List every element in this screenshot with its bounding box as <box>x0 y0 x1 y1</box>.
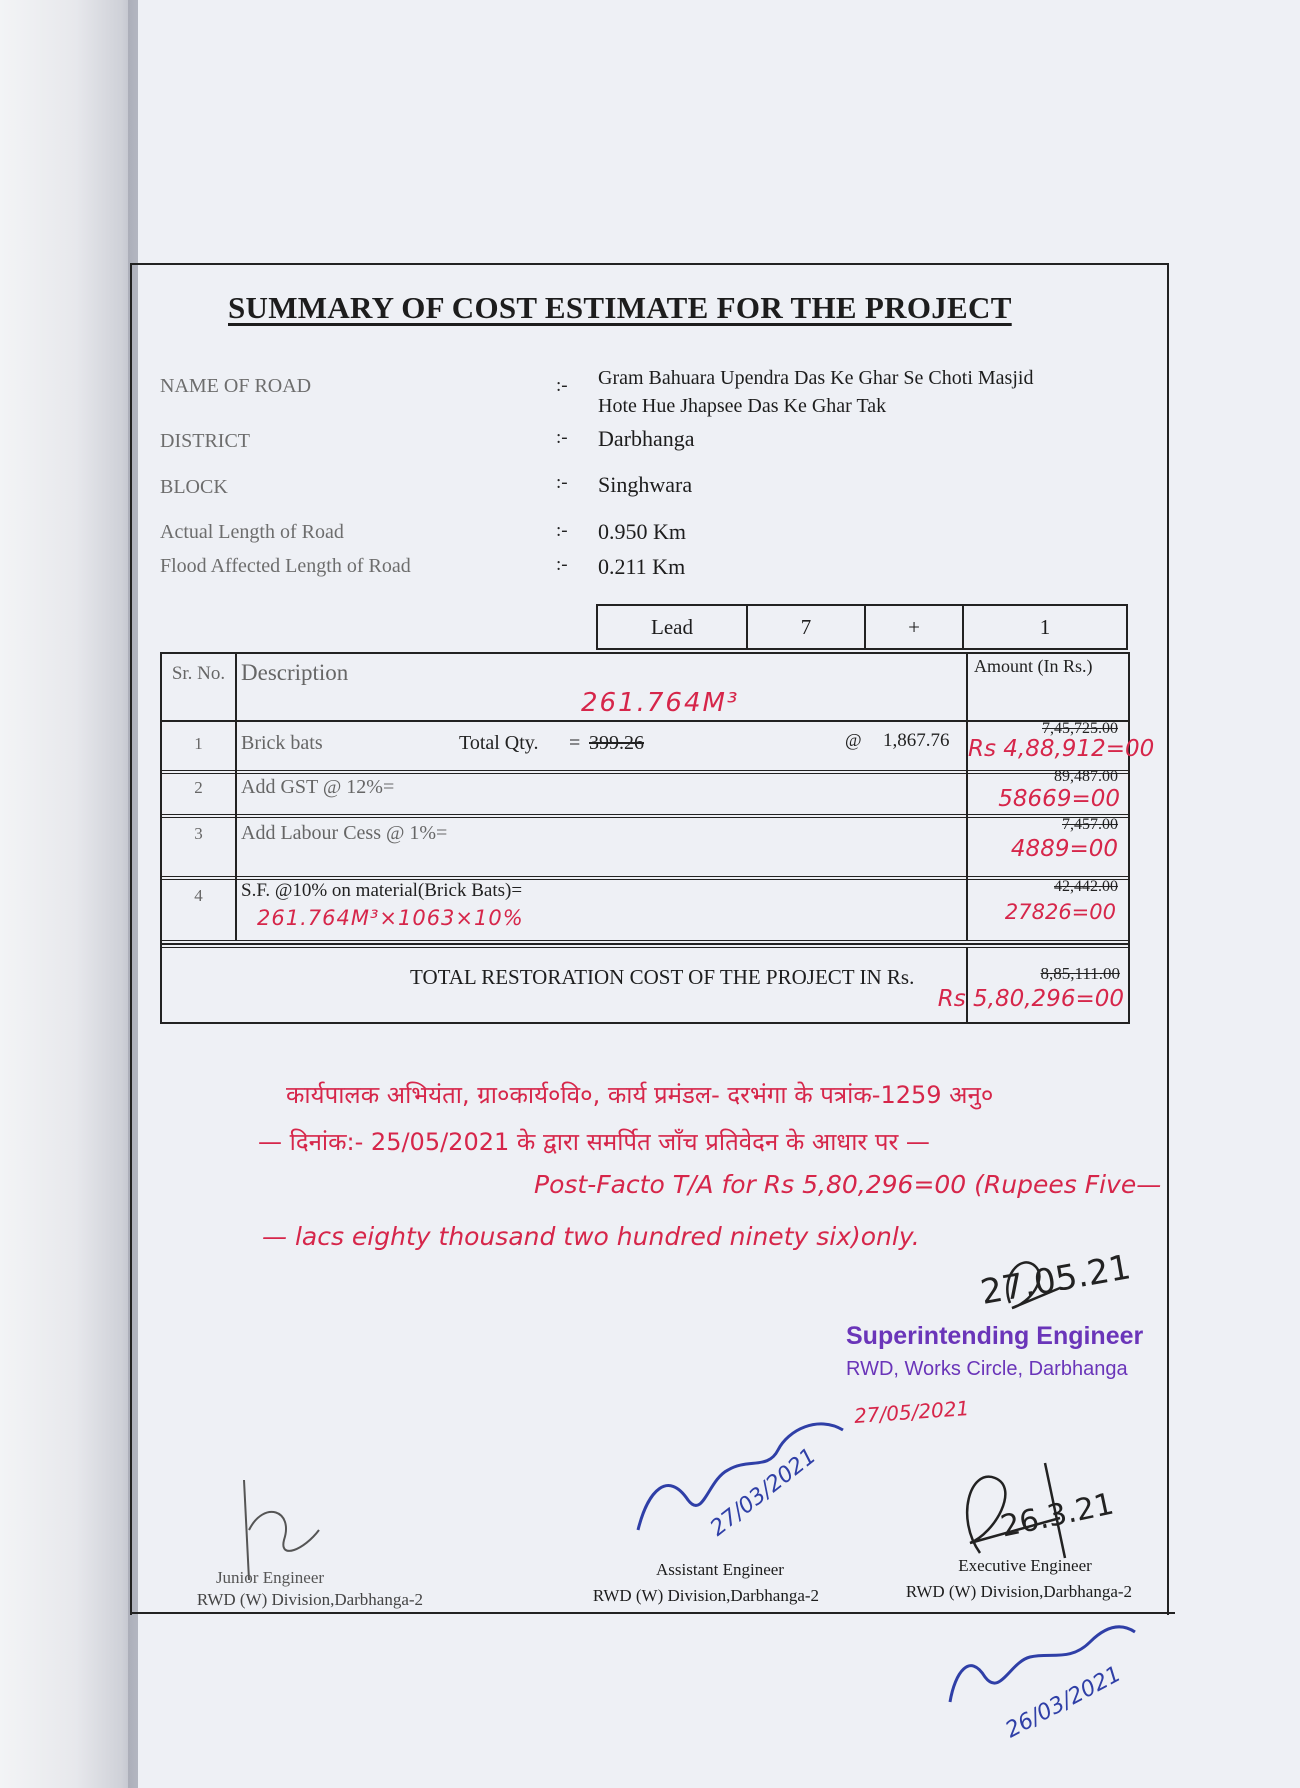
table-row <box>162 770 1128 818</box>
block-value: Singhwara <box>598 472 693 497</box>
row3-amount-hand: 4889=00 <box>1010 836 1118 862</box>
junior-office: RWD (W) Division,Darbhanga-2 <box>196 1590 424 1609</box>
road-value-line2: Hote Hue Jhapsee Das Ke Ghar Tak <box>598 395 887 417</box>
total-struck: 8,85,111.00 <box>1040 964 1120 983</box>
row3-amount-struck: 7,457.00 <box>1062 816 1118 833</box>
row2-desc: Add GST @ 12%= <box>241 776 395 798</box>
se-stamp-subtitle: RWD, Works Circle, Darbhanga <box>846 1358 1128 1380</box>
row4-sr-cell <box>162 876 237 940</box>
row4-sr: 4 <box>194 886 203 905</box>
total-row <box>160 944 1130 1024</box>
row1-qty-hand: 261.764M³ <box>581 688 740 718</box>
assistant-title: Assistant Engineer <box>656 1560 784 1579</box>
row1-amount-cell <box>966 720 1155 770</box>
actual-length-sep: :- <box>556 520 568 541</box>
lead-label: Lead <box>598 606 748 648</box>
actual-length-label: Actual Length of Road <box>160 521 344 543</box>
road-sep: :- <box>556 375 568 396</box>
se-initial-hand: 27.05.21 <box>977 1247 1134 1313</box>
table-row <box>162 876 1128 944</box>
row1-rate-at: @ <box>845 730 862 750</box>
row2-sr: 2 <box>194 778 203 797</box>
header-sr-cell <box>162 654 237 720</box>
table-row <box>162 688 1155 774</box>
road-label: NAME OF ROAD <box>160 375 312 397</box>
row2-amount-cell <box>966 770 1124 814</box>
row2-sr-cell <box>162 770 237 814</box>
flood-length-label: Flood Affected Length of Road <box>160 555 411 577</box>
row3-sr-cell <box>162 814 237 876</box>
district-label: DISTRICT <box>160 430 250 452</box>
junior-title: Junior Engineer <box>215 1568 325 1587</box>
row4-amount-struck: 42,442.00 <box>1054 878 1118 895</box>
row4-amount-hand: 27826=00 <box>1004 900 1116 924</box>
note-line2: — दिनांक:- 25/05/2021 के द्वारा समर्पित जाँच प्रतिवेदन के आधार पर — <box>258 1128 930 1156</box>
row4-desc-hand: 261.764M³×1063×10% <box>257 906 524 930</box>
row3-desc: Add Labour Cess @ 1%= <box>241 822 448 844</box>
road-value-line1: Gram Bahuara Upendra Das Ke Ghar Se Choti Masjid <box>598 367 1034 389</box>
row1-desc: Brick bats <box>241 732 323 754</box>
total-hand: Rs 5,80,296=00 <box>937 986 1124 1012</box>
row1-rate: 1,867.76 <box>883 730 950 751</box>
header-amount-cell <box>966 654 1124 720</box>
block-label: BLOCK <box>160 476 228 498</box>
note-line1: कार्यपालक अभियंता, ग्रा०कार्य०वि०, कार्य प्रमंडल- दरभंगा के पत्रांक-1259 अनु० <box>286 1081 994 1109</box>
header-desc: Description <box>241 660 349 685</box>
assistant-signature-mark <box>628 1410 858 1550</box>
lead-value1: 7 <box>748 606 866 648</box>
row1-amount-struck: 7,45,725.00 <box>1042 720 1118 737</box>
row1-sr: 1 <box>194 734 203 753</box>
note-line4: — lacs eighty thousand two hundred ninety six)only. <box>262 1222 920 1251</box>
row1-amount-hand: Rs 4,88,912=00 <box>968 736 1155 762</box>
table-row <box>162 814 1128 880</box>
se-date-hand: 27/05/2021 <box>853 1396 970 1428</box>
lead-value2: 1 <box>1039 614 1051 639</box>
lead-plus: + <box>866 606 964 648</box>
bottom-date-hand: 26/03/2021 <box>1001 1661 1126 1744</box>
se-stamp-title: Superintending Engineer <box>846 1322 1144 1350</box>
row1-qty-label: Total Qty. <box>459 732 539 754</box>
row2-amount-hand: 58669=00 <box>998 786 1120 812</box>
row1-qty-struck: 399.26 <box>589 732 644 754</box>
district-value: Darbhanga <box>598 426 695 451</box>
executive-office: RWD (W) Division,Darbhanga-2 <box>905 1582 1133 1601</box>
row4-desc: S.F. @10% on material(Brick Bats)= <box>241 880 523 901</box>
row1-sr-cell <box>162 720 237 770</box>
page-title: SUMMARY OF COST ESTIMATE FOR THE PROJECT <box>228 290 1012 325</box>
bottom-signature-mark <box>940 1612 1140 1712</box>
row2-amount-struck: 89,487.00 <box>1054 768 1118 785</box>
binding-strip <box>0 0 138 1788</box>
executive-title: Executive Engineer <box>958 1556 1092 1575</box>
note-line3: Post-Facto T/A for Rs 5,80,296=00 (Rupees Five— <box>534 1170 1162 1199</box>
header-sr: Sr. No. <box>171 663 226 684</box>
assistant-office: RWD (W) Division,Darbhanga-2 <box>592 1586 820 1605</box>
row3-amount-cell <box>966 814 1124 876</box>
total-label: TOTAL RESTORATION COST OF THE PROJECT IN Rs. <box>410 965 915 989</box>
row3-sr: 3 <box>194 824 203 843</box>
se-signature-mark <box>990 1248 1070 1318</box>
header-amount: Amount (In Rs.) <box>974 656 1093 676</box>
executive-date-hand: 26.3.21 <box>997 1486 1117 1545</box>
flood-length-sep: :- <box>556 554 568 575</box>
actual-length-value: 0.950 Km <box>598 519 686 544</box>
row1-qty-eq: = <box>569 732 581 754</box>
lead-row <box>596 604 1128 650</box>
flood-length-value: 0.211 Km <box>598 554 686 579</box>
block-sep: :- <box>556 472 568 493</box>
assistant-date-hand: 27/03/2021 <box>705 1443 822 1542</box>
row4-amount-cell <box>966 876 1124 940</box>
district-sep: :- <box>556 427 568 448</box>
